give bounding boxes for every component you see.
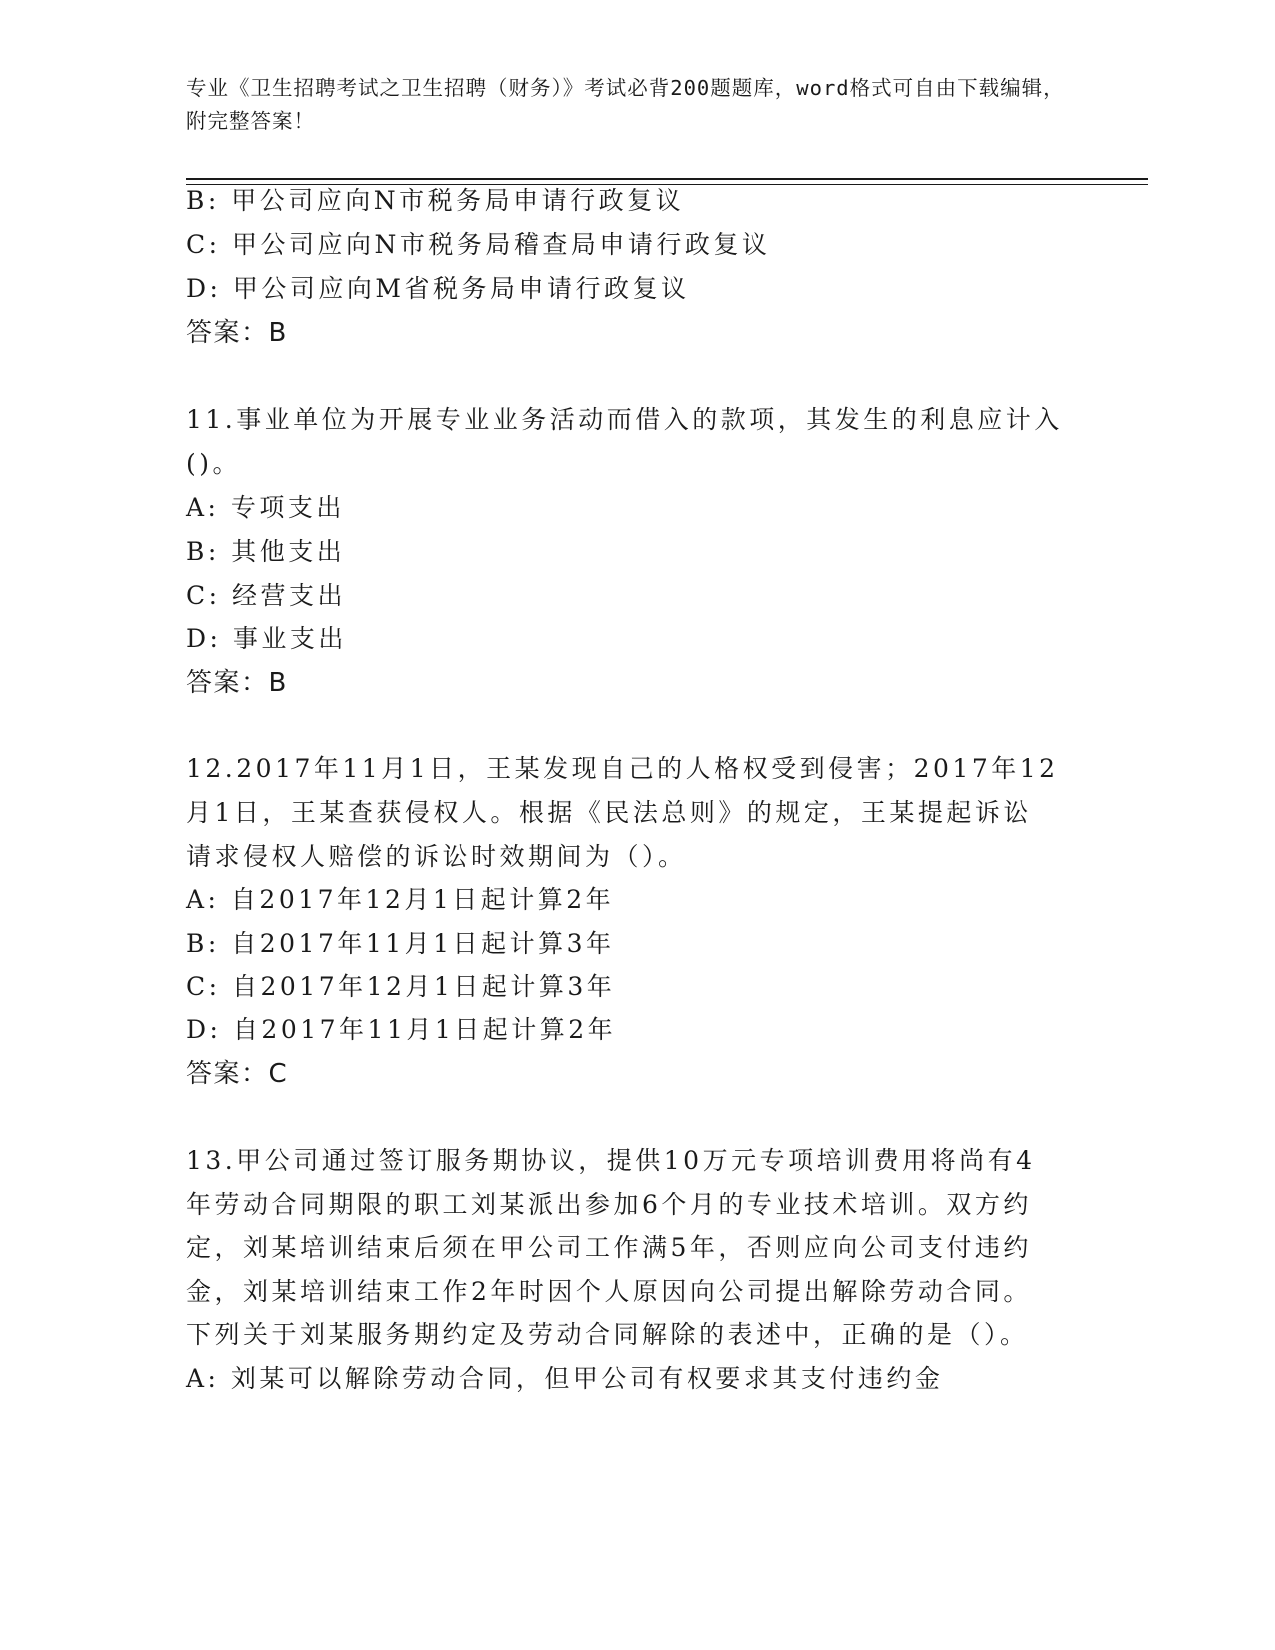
document-header: 专业《卫生招聘考试之卫生招聘（财务）》考试必背200题题库，word格式可自由下载编辑，附完整答案！ [186, 76, 1065, 133]
header-divider-thin [186, 184, 1148, 185]
header-divider-thick [186, 178, 1148, 180]
q11-answer: 答案：B [186, 668, 288, 698]
q13-stem-line2: 年劳动合同期限的职工刘某派出参加6个月的专业技术培训。双方约 [186, 1190, 1032, 1219]
q11-stem-line2: ()。 [186, 449, 242, 478]
q11-option-c: C: 经营支出 [186, 581, 346, 610]
q13-stem-line1: 13.甲公司通过签订服务期协议，提供10万元专项培训费用将尚有4 [186, 1146, 1036, 1175]
q12-option-b: B: 自2017年11月1日起计算3年 [186, 929, 615, 958]
q12-option-d: D: 自2017年11月1日起计算2年 [186, 1015, 617, 1044]
q13-option-a: A: 刘某可以解除劳动合同，但甲公司有权要求其支付违约金 [186, 1364, 944, 1393]
q12-stem-line3: 请求侵权人赔偿的诉讼时效期间为（）。 [186, 842, 687, 871]
q10-option-c: C: 甲公司应向N市税务局稽查局申请行政复议 [186, 230, 771, 259]
q12-stem-line1: 12.2017年11月1日，王某发现自己的人格权受到侵害；2017年12 [186, 754, 1059, 783]
q10-option-b: B: 甲公司应向N市税务局申请行政复议 [186, 186, 685, 215]
q13-stem-line3: 定，刘某培训结束后须在甲公司工作满5年，否则应向公司支付违约 [186, 1233, 1032, 1262]
q12-option-a: A: 自2017年12月1日起计算2年 [186, 885, 615, 914]
q12-stem-line2: 月1日，王某查获侵权人。根据《民法总则》的规定，王某提起诉讼 [186, 798, 1032, 827]
q13-stem-line5: 下列关于刘某服务期约定及劳动合同解除的表述中，正确的是（）。 [186, 1320, 1029, 1349]
q11-option-a: A: 专项支出 [186, 493, 345, 522]
q12-answer: 答案：C [186, 1059, 289, 1089]
q12-option-c: C: 自2017年12月1日起计算3年 [186, 972, 616, 1001]
q13-stem-line4: 金，刘某培训结束工作2年时因个人原因向公司提出解除劳动合同。 [186, 1277, 1032, 1306]
q11-option-d: D: 事业支出 [186, 624, 347, 653]
q10-option-d: D: 甲公司应向M省税务局申请行政复议 [186, 274, 690, 303]
q10-answer: 答案：B [186, 318, 288, 348]
q11-stem-line1: 11.事业单位为开展专业业务活动而借入的款项，其发生的利息应计入 [186, 405, 1063, 434]
q11-option-b: B: 其他支出 [186, 537, 346, 566]
